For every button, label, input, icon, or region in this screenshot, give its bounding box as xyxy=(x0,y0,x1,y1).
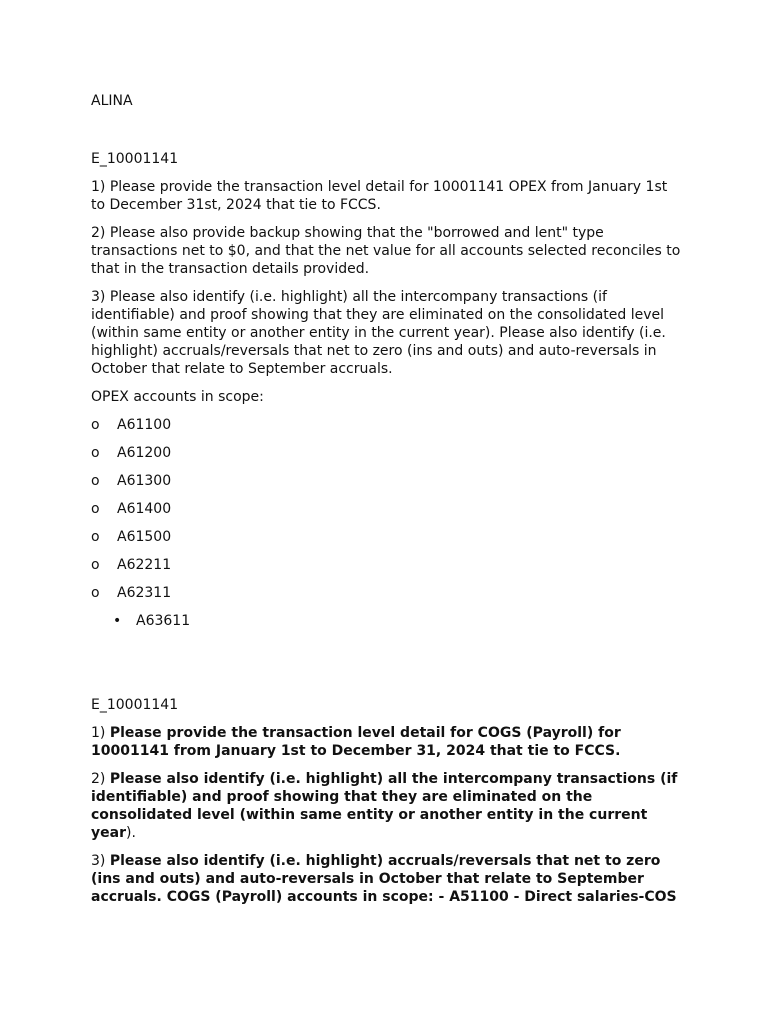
paragraph-number: 1) xyxy=(91,725,110,741)
account-code: A62311 xyxy=(117,585,172,601)
paragraph-text: Please also identify (i.e. highlight) all the intercompany transactions (if identifiable) and proof showing that they are eliminated on the consolidated level (within same entity or another entity in the current year xyxy=(91,771,678,841)
list-item xyxy=(91,556,681,574)
account-code: A63611 xyxy=(136,613,191,629)
list-item xyxy=(91,584,681,602)
entity-id: E_10001141 xyxy=(91,151,179,167)
cogs-paragraph-1 xyxy=(91,724,681,760)
list-marker: o xyxy=(91,529,100,545)
paragraph-text: Please provide the transaction level detail for COGS (Payroll) for 10001141 from January 1st to December 31, 2024 that tie to FCCS. xyxy=(91,725,621,759)
account-code: A61100 xyxy=(117,417,172,433)
list-item xyxy=(91,500,681,518)
account-code: A61200 xyxy=(117,445,172,461)
paragraph-text: Please also identify (i.e. highlight) accruals/reversals that net to zero (ins and outs) and auto-reversals in October that relate to September accruals. COGS (Payroll) accounts in scope: - A51100 - Direct salaries-COS xyxy=(91,853,677,905)
account-code: A61400 xyxy=(117,501,172,517)
entity-id: E_10001141 xyxy=(91,697,179,713)
section-opex xyxy=(91,150,681,630)
paragraph-number: 2) xyxy=(91,771,110,787)
list-item xyxy=(91,612,681,630)
list-marker: o xyxy=(91,501,100,517)
document-name: ALINA xyxy=(91,93,133,109)
list-item xyxy=(91,472,681,490)
opex-accounts-list xyxy=(91,416,681,630)
list-item xyxy=(91,528,681,546)
list-marker: o xyxy=(91,445,100,461)
list-marker: o xyxy=(91,473,100,489)
opex-paragraph-2: 2) Please also provide backup showing that the "borrowed and lent" type transactions net to $0, and that the net value for all accounts selected reconciles to that in the transaction details provided. xyxy=(91,225,681,277)
section-spacer xyxy=(91,640,681,696)
list-item xyxy=(91,444,681,462)
bullet-marker: • xyxy=(113,613,122,629)
document-body xyxy=(91,92,681,916)
paragraph-number: 3) xyxy=(91,853,110,869)
opex-paragraph-3: 3) Please also identify (i.e. highlight) all the intercompany transactions (if identifiable) and proof showing that they are eliminated on the consolidated level (within same entity or another entity in the current year). Please also identify (i.e. highlight) accruals/reversals that net to zero (ins and outs) and auto-reversals in October that relate to September accruals. xyxy=(91,289,666,377)
opex-scope-heading: OPEX accounts in scope: xyxy=(91,389,264,405)
list-item xyxy=(91,416,681,434)
account-code: A61500 xyxy=(117,529,172,545)
cogs-paragraph-3 xyxy=(91,852,681,906)
paragraph-suffix: ). xyxy=(125,825,136,841)
account-code: A62211 xyxy=(117,557,172,573)
cogs-paragraph-2 xyxy=(91,770,681,842)
list-marker: o xyxy=(91,585,100,601)
list-marker: o xyxy=(91,557,100,573)
list-marker: o xyxy=(91,417,100,433)
section-cogs xyxy=(91,696,681,906)
opex-paragraph-1: 1) Please provide the transaction level detail for 10001141 OPEX from January 1st to December 31st, 2024 that tie to FCCS. xyxy=(91,179,668,213)
account-code: A61300 xyxy=(117,473,172,489)
